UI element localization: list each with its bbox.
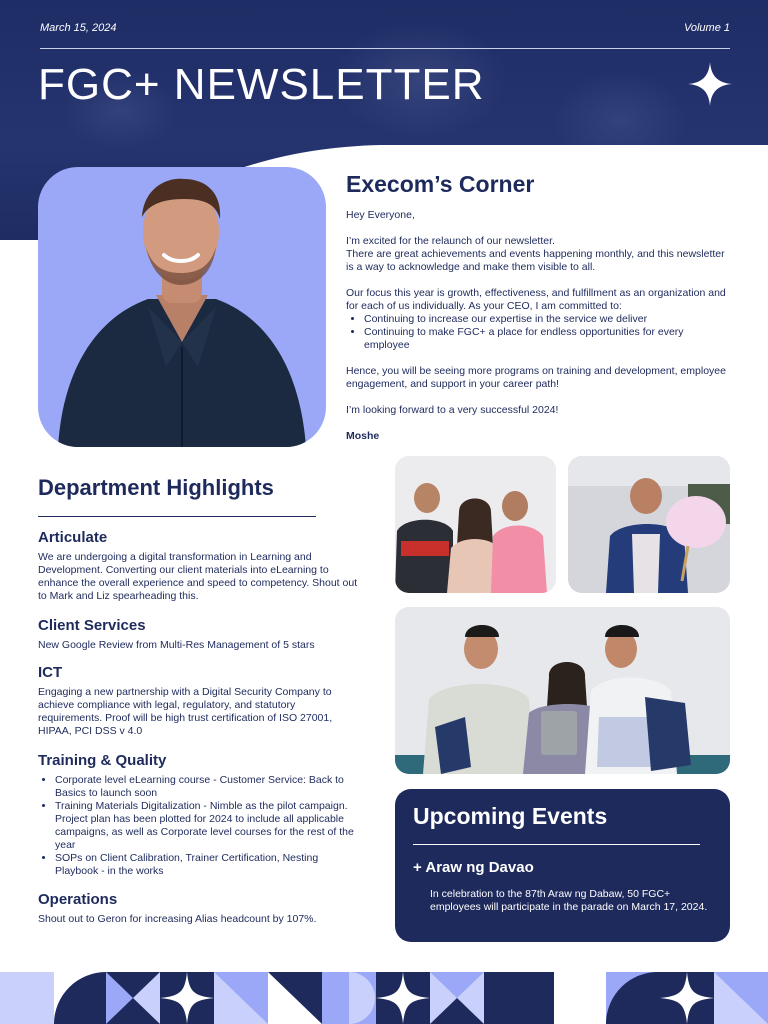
- execom-heading: Execom’s Corner: [346, 171, 535, 197]
- dept-text: New Google Review from Multi-Res Management of 5 stars: [38, 639, 315, 651]
- header-divider: [40, 48, 730, 49]
- team-photo-trio: [395, 607, 730, 774]
- event-description: In celebration to the 87th Araw ng Dabaw, 50 FGC+ employees will participate in the parade on March 17, 2024.: [430, 888, 708, 913]
- ceo-photo-illustration: [38, 167, 326, 447]
- letter-greeting: Hey Everyone,: [346, 209, 415, 221]
- dept-name: Articulate: [38, 529, 108, 546]
- letter-paragraph-1: [346, 235, 730, 274]
- letter-p1-line1: I’m excited for the relaunch of our newsletter.: [346, 235, 555, 247]
- list-item: • Training Materials Digitalization - Nimble as the pilot campaign. Project plan has been plotted for 2024 to include all applicable campaigns, as well as Corporate level courses for the rest of the year: [55, 800, 358, 852]
- commitment-list: [364, 313, 730, 352]
- letter-paragraph-2: Our focus this year is growth, effectiveness, and fulfillment as an organization and for each of us individually. As your CEO, I am committed to:: [346, 287, 726, 312]
- sparkle-icon: [688, 62, 732, 106]
- dept-articulate: [38, 529, 358, 603]
- dept-name: ICT: [38, 664, 63, 681]
- dept-operations: [38, 891, 358, 926]
- team-photo-cotton-candy: [568, 456, 730, 593]
- dept-text: Engaging a new partnership with a Digital Security Company to achieve compliance with legal, regulatory, and statutory requirements. Proof will be high trust certification of ISO 27001, HIPAA, PCI DSS v 4.0: [38, 686, 333, 737]
- issue-date: March 15, 2024: [40, 22, 117, 34]
- newsletter-title: FGC+ NEWSLETTER: [38, 60, 485, 109]
- execom-letter: [346, 209, 730, 456]
- dept-client-services: [38, 617, 358, 652]
- footer-geometric-pattern: [0, 972, 768, 1024]
- dept-name: Operations: [38, 891, 118, 908]
- events-heading: Upcoming Events: [413, 803, 608, 829]
- letter-paragraph-3: Hence, you will be seeing more programs on training and development, employee engagement, and support in your career path!: [346, 365, 726, 390]
- event-title: + Araw ng Davao: [413, 859, 534, 876]
- list-item: • Continuing to increase our expertise in the service we deliver: [364, 313, 730, 326]
- issue-volume: Volume 1: [683, 22, 730, 34]
- list-item: • SOPs on Client Calibration, Trainer Certification, Nesting Playbook - in the works: [55, 852, 358, 878]
- letter-p1-line2: There are great achievements and events happening monthly, and this newsletter is a way to acknowledge and make them visible to all.: [346, 248, 725, 273]
- list-item: • Continuing to make FGC+ a place for endless opportunities for every employee: [364, 326, 730, 352]
- dept-text: We are undergoing a digital transformation in Learning and Development. Converting our client materials into eLearning to enhance the overall experience and speed to competency. Shout out to Mark and Liz spearheading this.: [38, 551, 358, 602]
- dept-training-quality: [38, 752, 358, 878]
- dept-text: Shout out to Geron for increasing Alias headcount by 107%.: [38, 913, 317, 925]
- upcoming-events-card: [395, 789, 730, 942]
- dept-ict: [38, 664, 358, 738]
- training-list: [55, 774, 358, 878]
- section-divider: [38, 516, 316, 517]
- dept-name: Client Services: [38, 617, 146, 634]
- list-item: • Corporate level eLearning course - Customer Service: Back to Basics to launch soon: [55, 774, 358, 800]
- dept-name: Training & Quality: [38, 752, 167, 769]
- letter-signature: Moshe: [346, 430, 380, 442]
- letter-paragraph-4: I’m looking forward to a very successful 2024!: [346, 404, 559, 416]
- ceo-portrait: [38, 167, 326, 447]
- events-divider: [413, 844, 700, 845]
- department-highlights-heading: Department Highlights: [38, 475, 274, 500]
- team-photo-group: [395, 456, 556, 593]
